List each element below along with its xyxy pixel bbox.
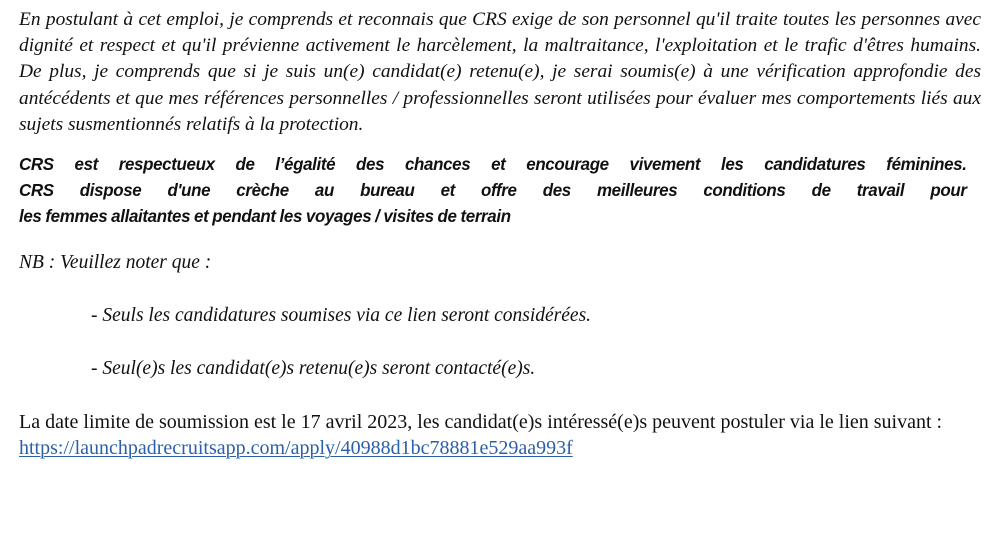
document-body — [19, 2, 981, 461]
deadline-paragraph — [19, 409, 981, 461]
equal-opportunity-line-2: CRS dispose d'une crèche au bureau et offre des meilleures conditions de travail pour — [19, 180, 967, 201]
deadline-text: La date limite de soumission est le 17 avril 2023, les candidat(e)s intéressé(e)s peuvent postuler via le lien suivant : — [19, 411, 943, 434]
note-item-shortlisted-contacted: - Seul(e)s les candidat(e)s retenu(e)s seront contacté(e)s. — [91, 358, 536, 380]
equal-opportunity-line-3: les femmes allaitantes et pendant les voyages / visites de terrain — [19, 206, 511, 227]
equal-opportunity-line-1: CRS est respectueux de l’égalité des chances et encourage vivement les candidatures féminines. — [19, 154, 967, 175]
note-item-submission-via-link: - Seuls les candidatures soumises via ce lien seront considérées. — [91, 305, 592, 327]
equal-opportunity-paragraph — [19, 151, 967, 229]
application-link[interactable]: https://launchpadrecruitsapp.com/apply/40988d1bc78881e529aa993f — [19, 437, 573, 460]
safeguarding-statement-paragraph: En postulant à cet emploi, je comprends et reconnais que CRS exige de son personnel qu'il traite toutes les personnes avec dignité et respect et qu'il prévienne activement le harcèlement, la maltraitance, l'exploitation et le trafic d'êtres humains. De plus, je comprends que si je suis un(e) candidat(e) retenu(e), je serai soumis(e) à une vérification approfondie des antécédents et que mes références personnelles / professionnelles seront utilisées pour évaluer mes comportements liés aux sujets susmentionnés relatifs à la protection. — [19, 9, 981, 135]
nb-heading: NB : Veuillez noter que : — [19, 252, 212, 274]
